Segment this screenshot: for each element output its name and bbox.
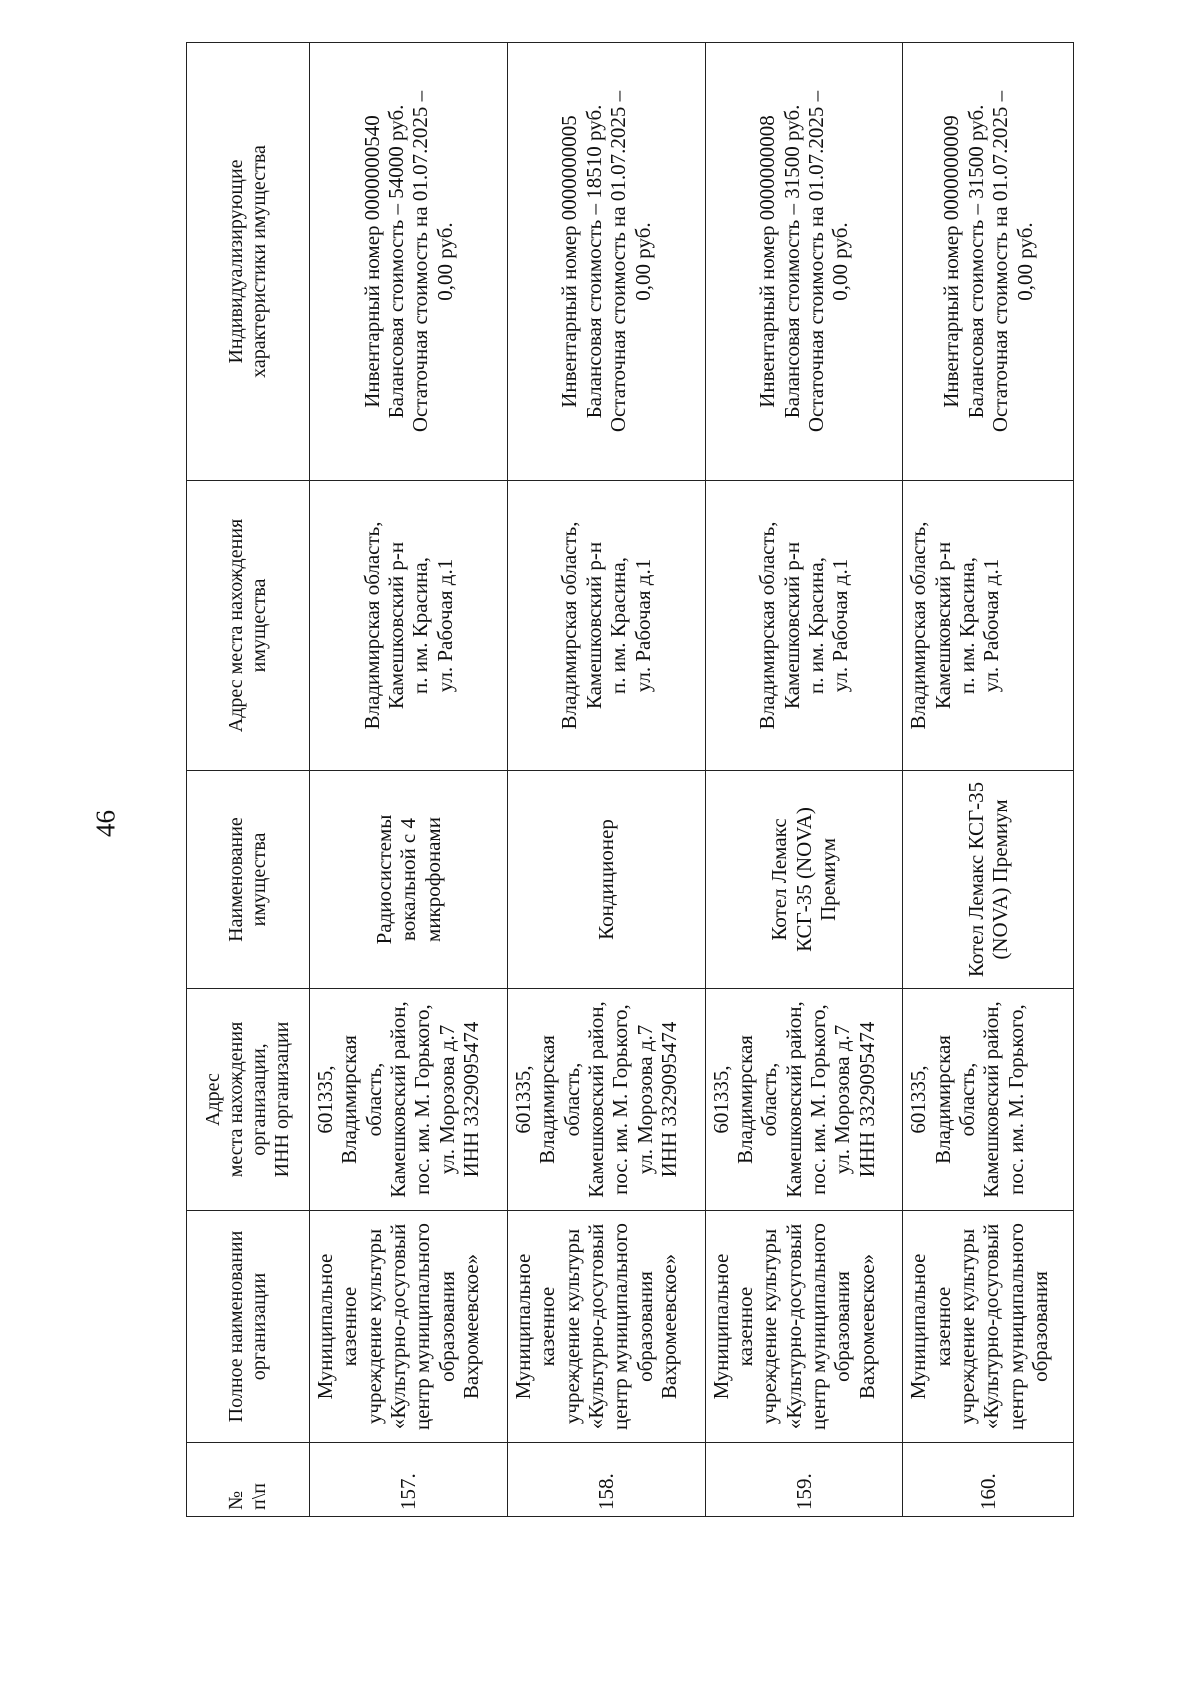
table-row: [903, 43, 1074, 1517]
org-address: 601335, Владимирская область, Камешковский район, пос. им. М. Горького, ул. Морозова д.7 ИНН 3329095474: [310, 989, 508, 1211]
org-address: 601335, Владимирская область, Камешковский район, пос. им. М. Горького, ул. Морозова д.7 ИНН 3329095474: [705, 989, 903, 1211]
org-name: Муниципальное казенное учреждение культуры «Культурно-досуговый центр муниципального образования: [903, 1211, 1074, 1443]
page-number: 46: [90, 810, 121, 837]
header-property-address: Адрес места нахождения имущества: [187, 481, 310, 771]
property-address: Владимирская область, Камешковский р-н п. им. Красина, ул. Рабочая д.1: [310, 481, 508, 771]
table-row: [310, 43, 508, 1517]
property-address: Владимирская область, Камешковский р-н п. им. Красина, ул. Рабочая д.1: [903, 481, 1074, 771]
row-number: 158.: [507, 1443, 705, 1517]
header-row: [187, 43, 310, 1517]
property-characteristics: Инвентарный номер 0000000540 Балансовая стоимость – 54000 руб. Остаточная стоимость на 01.07.2025 – 0,00 руб.: [310, 43, 508, 481]
header-characteristics: Индивидуализирующие характеристики имущества: [187, 43, 310, 481]
property-name: Кондиционер: [507, 771, 705, 989]
header-num: № п\п: [187, 1443, 310, 1517]
property-name: Котел Лемакс КСГ-35 (NOVA) Премиум: [705, 771, 903, 989]
property-address: Владимирская область, Камешковский р-н п. им. Красина, ул. Рабочая д.1: [507, 481, 705, 771]
header-property-name: Наименование имущества: [187, 771, 310, 989]
org-name: Муниципальное казенное учреждение культуры «Культурно-досуговый центр муниципального образования Вахромеевское»: [507, 1211, 705, 1443]
org-name: Муниципальное казенное учреждение культуры «Культурно-досуговый центр муниципального образования Вахромеевское»: [310, 1211, 508, 1443]
row-number: 157.: [310, 1443, 508, 1517]
org-address: 601335, Владимирская область, Камешковский район, пос. им. М. Горького, ул. Морозова д.7 ИНН 3329095474: [507, 989, 705, 1211]
property-address: Владимирская область, Камешковский р-н п. им. Красина, ул. Рабочая д.1: [705, 481, 903, 771]
property-table: [186, 43, 1074, 1517]
property-characteristics: Инвентарный номер 0000000008 Балансовая стоимость – 31500 руб. Остаточная стоимость на 01.07.2025 – 0,00 руб.: [705, 43, 903, 481]
row-number: 159.: [705, 1443, 903, 1517]
property-name: Радиосистемы вокальной с 4 микрофонами: [310, 771, 508, 989]
header-org-address: Адрес места нахождения организации, ИНН организации: [187, 989, 310, 1211]
table-row: [507, 43, 705, 1517]
row-number: 160.: [903, 1443, 1074, 1517]
property-characteristics: Инвентарный номер 0000000005 Балансовая стоимость – 18510 руб. Остаточная стоимость на 01.07.2025 – 0,00 руб.: [507, 43, 705, 481]
header-org-name: Полное наименовании организации: [187, 1211, 310, 1443]
table-row: [705, 43, 903, 1517]
property-characteristics: Инвентарный номер 0000000009 Балансовая стоимость – 31500 руб. Остаточная стоимость на 01.07.2025 – 0,00 руб.: [903, 43, 1074, 481]
org-name: Муниципальное казенное учреждение культуры «Культурно-досуговый центр муниципального образования Вахромеевское»: [705, 1211, 903, 1443]
org-address: 601335, Владимирская область, Камешковский район, пос. им. М. Горького,: [903, 989, 1074, 1211]
property-name: Котел Лемакс КСГ-35 (NOVA) Премиум: [903, 771, 1074, 989]
